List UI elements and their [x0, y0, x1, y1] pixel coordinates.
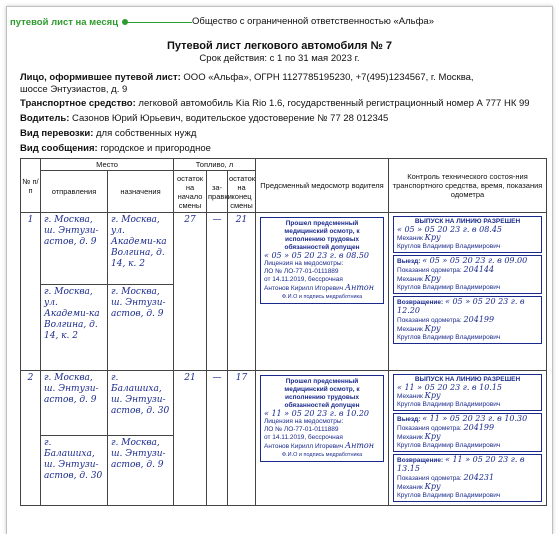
exit-stamp: Выезд: « 11 » 05 20 23 г. в 10.30 Показания одометра: 204199 Механик Кру Круглов Владимир Владимирович: [393, 413, 542, 452]
header-control: Контроль технического состоя-ния транспортного средства, время, показания одометра: [389, 159, 547, 213]
medical-cell: [256, 371, 389, 506]
control-cell: [389, 371, 547, 506]
annotation-leader-line: [124, 22, 192, 23]
document-title: Путевой лист легкового автомобиля № 7: [166, 40, 393, 52]
fuel-refill-cell: —: [207, 371, 228, 506]
annotation-dot: [122, 19, 128, 25]
return-odometer: 204199: [463, 315, 495, 324]
header-place: Место: [41, 159, 174, 171]
vehicle-line: Транспортное средство: легковой автомобиль Kia Rio 1.6, государственный регистрационный номер А 777 НК 99: [20, 98, 530, 109]
return-stamp: Возвращение: « 05 » 05 20 23 г. в 12.20 Показания одометра: 204199 Механик Кру Круглов Владимир Владимирович: [393, 296, 542, 344]
destination-cell: г. Балашиха, ш. Энтузи-астов, д. 30: [108, 371, 174, 436]
exit-odometer: 204144: [463, 265, 495, 274]
header-destination: назначения: [108, 171, 174, 213]
medical-date: « 05 » 05 20 23 г. в 08.50: [264, 251, 370, 260]
medic-signature: Антон: [345, 441, 375, 450]
header-departure: отправления: [41, 171, 108, 213]
control-cell: [389, 213, 547, 371]
header-number: № п/п: [21, 159, 41, 213]
medic-signature: Антон: [345, 283, 375, 292]
exit-stamp: Выезд: « 05 » 05 20 23 г. в 09.00 Показания одометра: 204144 Механик Кру Круглов Владимир Владимирович: [393, 255, 542, 294]
departure-cell: г. Москва, ш. Энтузи-астов, д. 9: [41, 213, 108, 285]
validity-period: Срок действия: с 1 по 31 мая 2023 г.: [199, 53, 360, 64]
mechanic-signature: Кру: [424, 233, 441, 242]
destination-cell: г. Москва, ул. Академи-ка Волгина, д. 14, к. 2: [108, 213, 174, 285]
departure-cell: г. Москва, ул. Академи-ка Волгина, д. 14, к. 2: [41, 285, 108, 371]
communication-type-line: Вид сообщения: городское и пригородное: [20, 143, 211, 154]
row-number: 2: [21, 371, 41, 506]
return-odometer: 204231: [463, 473, 495, 482]
transport-type-line: Вид перевозки: для собственных нужд: [20, 128, 197, 139]
header-fuel-start: остаток на начало смены: [174, 171, 207, 213]
header-fuel-refill: за-правки: [207, 171, 228, 213]
waybill-table: [20, 158, 547, 506]
medical-stamp: Прошел предсменный медицинский осмотр, к исполнению трудовых обязанностей допущен « 05 » 05 20 23 г. в 08.50 Лицензия на медосмотры: ЛО № ЛО-77-01-0111889 от 14.11.2019, бессрочная Антонов Кирилл Игоревич Антон Ф.И.О и подпись медработника: [260, 217, 384, 304]
return-stamp: Возвращение: « 11 » 05 20 23 г. в 13.15 Показания одометра: 204231 Механик Кру Круглов Владимир Владимирович: [393, 454, 542, 502]
organization-name: Общество с ограниченной ответственностью «Альфа»: [192, 16, 434, 27]
release-stamp: ВЫПУСК НА ЛИНИЮ РАЗРЕШЕН « 05 » 05 20 23 г. в 08.45 Механик Кру Круглов Владимир Владимирович: [393, 216, 542, 253]
exit-odometer: 204199: [463, 423, 495, 432]
fuel-end-cell: 21: [228, 213, 256, 371]
issuer-address: шоссе Энтузиастов, д. 9: [20, 84, 128, 95]
header-fuel-end: остаток на конец смены: [228, 171, 256, 213]
release-stamp: ВЫПУСК НА ЛИНИЮ РАЗРЕШЕН « 11 » 05 20 23 г. в 10.15 Механик Кру Круглов Владимир Владимирович: [393, 374, 542, 411]
mechanic-signature: Кру: [424, 391, 441, 400]
table-row: [21, 371, 547, 436]
table-row: [21, 213, 547, 285]
driver-line: Водитель: Сазонов Юрий Юрьевич, водительское удостоверение № 77 28 012345: [20, 113, 389, 124]
medical-date: « 11 » 05 20 23 г. в 10.20: [264, 409, 370, 418]
annotation-label: путевой лист на месяц: [10, 17, 119, 28]
medical-cell: [256, 213, 389, 371]
destination-cell: г. Москва, ш. Энтузи-астов, д. 9: [108, 285, 174, 371]
header-fuel: Топливо, л: [174, 159, 256, 171]
fuel-refill-cell: —: [207, 213, 228, 371]
row-number: 1: [21, 213, 41, 371]
header-medical: Предсменный медосмотр водителя: [256, 159, 389, 213]
fuel-start-cell: 21: [174, 371, 207, 506]
issuer-line: Лицо, оформившее путевой лист: ООО «Альфа», ОГРН 1127785195230, +7(495)1234567, г. Москва,: [20, 72, 474, 83]
destination-cell: г. Москва, ш. Энтузи-астов, д. 9: [108, 436, 174, 506]
departure-cell: г. Москва, ш. Энтузи-астов, д. 9: [41, 371, 108, 436]
medical-stamp: Прошел предсменный медицинский осмотр, к исполнению трудовых обязанностей допущен « 11 » 05 20 23 г. в 10.20 Лицензия на медосмотры: ЛО № ЛО-77-01-0111889 от 14.11.2019, бессрочная Антонов Кирилл Игоревич Антон Ф.И.О и подпись медработника: [260, 375, 384, 462]
fuel-end-cell: 17: [228, 371, 256, 506]
departure-cell: г. Балашиха, ш. Энтузи-астов, д. 30: [41, 436, 108, 506]
fuel-start-cell: 27: [174, 213, 207, 371]
